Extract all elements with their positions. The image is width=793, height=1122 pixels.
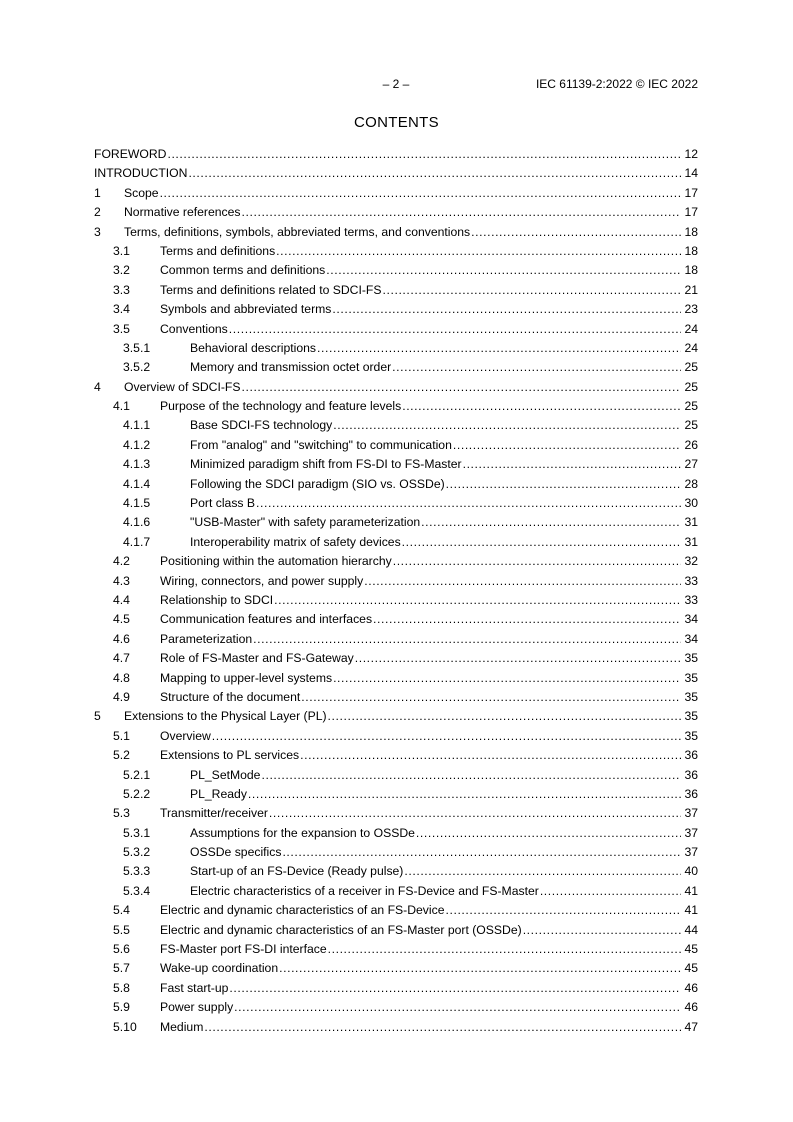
toc-entry-page: 18 <box>684 224 698 239</box>
toc-entry[interactable] <box>94 901 698 920</box>
toc-entry-title: Mapping to upper-level systems <box>160 670 333 685</box>
toc-entry[interactable] <box>94 455 698 474</box>
dot-leader <box>188 164 681 183</box>
toc-entry-page: 41 <box>684 903 698 918</box>
toc-entry-title: Terms and definitions <box>160 243 276 258</box>
toc-entry[interactable] <box>94 339 698 358</box>
toc-entry-title: Assumptions for the expansion to OSSDe <box>190 825 415 840</box>
toc-entry[interactable] <box>94 572 698 591</box>
toc-entry-number: 5.7 <box>113 961 130 976</box>
dot-leader <box>445 901 681 920</box>
toc-entry-number: 5.8 <box>113 980 130 995</box>
toc-entry[interactable] <box>94 513 698 532</box>
toc-entry-title: PL_Ready <box>190 786 247 801</box>
toc-entry[interactable] <box>94 610 698 629</box>
toc-entry-page: 34 <box>684 612 698 627</box>
dot-leader <box>404 862 681 881</box>
toc-entry-number: 5.3.1 <box>123 825 151 840</box>
toc-entry-number: 4.1.3 <box>123 457 151 472</box>
toc-entry[interactable] <box>94 998 698 1017</box>
toc-entry-title: Purpose of the technology and feature levels <box>160 399 402 414</box>
toc-entry[interactable] <box>94 436 698 455</box>
toc-entry[interactable] <box>94 804 698 823</box>
toc-entry-number: 5.10 <box>113 1019 137 1034</box>
toc-entry-page: 33 <box>684 573 698 588</box>
toc-entry-title: FS-Master port FS-DI interface <box>160 942 327 957</box>
page-number: – 2 – <box>382 77 410 91</box>
toc-entry[interactable] <box>94 669 698 688</box>
toc-entry-page: 28 <box>684 476 698 491</box>
toc-entry-number: 5.3.4 <box>123 883 151 898</box>
toc-entry-page: 36 <box>684 767 698 782</box>
toc-entry[interactable] <box>94 533 698 552</box>
toc-entry-title: From "analog" and "switching" to communication <box>190 437 452 452</box>
toc-entry-title: Communication features and interfaces <box>160 612 373 627</box>
dot-leader <box>326 261 681 280</box>
toc-entry[interactable] <box>94 688 698 707</box>
toc-entry[interactable] <box>94 358 698 377</box>
toc-entry-page: 46 <box>684 980 698 995</box>
dot-leader <box>269 804 681 823</box>
dot-leader <box>393 552 681 571</box>
toc-entry[interactable] <box>94 824 698 843</box>
dot-leader <box>301 688 681 707</box>
toc-entry[interactable] <box>94 203 698 222</box>
toc-entry-number: 5.3 <box>113 806 130 821</box>
toc-entry-page: 24 <box>684 321 698 336</box>
toc-entry-page: 25 <box>684 379 698 394</box>
dot-leader <box>328 707 681 726</box>
dot-leader <box>160 184 681 203</box>
dot-leader <box>253 630 681 649</box>
toc-entry[interactable] <box>94 475 698 494</box>
toc-entry-number: 4.3 <box>113 573 130 588</box>
toc-entry-page: 17 <box>684 185 698 200</box>
toc-entry-page: 46 <box>684 1000 698 1015</box>
toc-entry-title: Extensions to PL services <box>160 748 300 763</box>
toc-entry-number: 4.2 <box>113 554 130 569</box>
dot-leader <box>332 300 681 319</box>
toc-entry-title: Extensions to the Physical Layer (PL) <box>124 709 327 724</box>
toc-entry-page: 40 <box>684 864 698 879</box>
toc-entry-page: 17 <box>684 205 698 220</box>
toc-entry-number: 5.2.1 <box>123 767 151 782</box>
toc-entry-number: 3.1 <box>113 243 130 258</box>
toc-entry-title: Terms and definitions related to SDCI-FS <box>160 282 382 297</box>
dot-leader <box>328 940 681 959</box>
dot-leader <box>241 378 681 397</box>
toc-entry-page: 37 <box>684 806 698 821</box>
toc-entry-title: Parameterization <box>160 631 253 646</box>
toc-entry[interactable] <box>94 184 698 203</box>
toc-entry[interactable] <box>94 416 698 435</box>
page-header <box>94 77 698 93</box>
toc-entry-title: PL_SetMode <box>190 767 261 782</box>
toc-entry-title: Medium <box>160 1019 204 1034</box>
toc-entry[interactable] <box>94 281 698 300</box>
toc-entry-page: 26 <box>684 437 698 452</box>
toc-entry-page: 32 <box>684 554 698 569</box>
dot-leader <box>373 610 681 629</box>
toc-entry-number: 4.1 <box>113 399 130 414</box>
dot-leader <box>276 242 681 261</box>
dot-leader <box>317 339 681 358</box>
toc-entry-page: 47 <box>684 1019 698 1034</box>
toc-entry-number: 3.5.1 <box>123 340 151 355</box>
toc-entry-page: 14 <box>684 166 698 181</box>
contents-title: CONTENTS <box>354 114 439 131</box>
toc-entry-number: 5.6 <box>113 942 130 957</box>
toc-entry[interactable] <box>94 630 698 649</box>
toc-entry-page: 45 <box>684 961 698 976</box>
dot-leader <box>383 281 682 300</box>
toc-entry-page: 31 <box>684 534 698 549</box>
toc-entry-title: Relationship to SDCI <box>160 592 274 607</box>
toc-entry-page: 31 <box>684 515 698 530</box>
toc-entry-number: 2 <box>94 205 101 220</box>
dot-leader <box>234 998 681 1017</box>
toc-entry-number: 4.4 <box>113 592 130 607</box>
toc-entry[interactable] <box>94 649 698 668</box>
dot-leader <box>300 746 681 765</box>
dot-leader <box>229 979 681 998</box>
toc-entry-title: Scope <box>124 185 159 200</box>
toc-entry-title: Electric characteristics of a receiver in FS-Device and FS-Master <box>190 883 539 898</box>
toc-entry-page: 34 <box>684 631 698 646</box>
toc-entry-title: Electric and dynamic characteristics of an FS-Master port (OSSDe) <box>160 922 522 937</box>
toc-entry-title: FOREWORD <box>94 147 167 161</box>
dot-leader <box>392 358 681 377</box>
dot-leader <box>355 649 681 668</box>
standard-reference: IEC 61139-2:2022 © IEC 2022 <box>535 77 698 91</box>
toc-entry-page: 45 <box>684 942 698 957</box>
toc-entry-page: 35 <box>684 689 698 704</box>
toc-entry-page: 18 <box>684 243 698 258</box>
toc-entry-page: 35 <box>684 651 698 666</box>
toc-entry[interactable] <box>94 261 698 280</box>
toc-entry-number: 5.3.3 <box>123 864 151 879</box>
toc-entry-number: 3.4 <box>113 302 130 317</box>
dot-leader <box>446 475 681 494</box>
toc-entry-page: 27 <box>684 457 698 472</box>
toc-entry[interactable] <box>94 959 698 978</box>
dot-leader <box>364 572 681 591</box>
dot-leader <box>402 533 681 552</box>
dot-leader <box>274 591 681 610</box>
toc-entry-title: Structure of the document <box>160 689 301 704</box>
toc-entry-title: Wiring, connectors, and power supply <box>160 573 364 588</box>
dot-leader <box>333 416 681 435</box>
toc-entry-page: 33 <box>684 592 698 607</box>
toc-entry-title: Port class B <box>190 496 256 511</box>
toc-entry-page: 37 <box>684 845 698 860</box>
toc-entry-number: 5.2.2 <box>123 786 151 801</box>
dot-leader <box>471 223 681 242</box>
toc-entry-page: 36 <box>684 786 698 801</box>
toc-entry-number: 4.9 <box>113 689 130 704</box>
toc-entry[interactable] <box>94 591 698 610</box>
toc-entry-title: Conventions <box>160 321 228 336</box>
toc-entry-title: Interoperability matrix of safety devices <box>190 534 401 549</box>
toc-entry[interactable] <box>94 320 698 339</box>
toc-entry-number: 5 <box>94 709 101 724</box>
toc-entry-number: 5.9 <box>113 1000 130 1015</box>
toc-entry-title: Fast start-up <box>160 980 229 995</box>
toc-entry[interactable] <box>94 145 698 164</box>
dot-leader <box>402 397 681 416</box>
toc-entry-number: 3.5.2 <box>123 360 151 375</box>
toc-entry-title: Power supply <box>160 1000 234 1015</box>
toc-entry-title: Memory and transmission octet order <box>190 360 392 375</box>
toc-entry-number: 5.3.2 <box>123 845 151 860</box>
toc-entry-page: 36 <box>684 748 698 763</box>
toc-entry-page: 37 <box>684 825 698 840</box>
toc-entry-number: 5.4 <box>113 903 130 918</box>
toc-entry-title: Overview of SDCI-FS <box>124 379 241 394</box>
toc-entry-title: "USB-Master" with safety parameterization <box>190 515 421 530</box>
toc-entry-title: Symbols and abbreviated terms <box>160 302 332 317</box>
toc-entry-number: 3.2 <box>113 263 130 278</box>
dot-leader <box>453 436 681 455</box>
toc-entry-number: 4.1.1 <box>123 418 151 433</box>
toc-entry[interactable] <box>94 397 698 416</box>
toc-entry-page: 30 <box>684 496 698 511</box>
toc-entry-title: INTRODUCTION <box>94 166 188 181</box>
dot-leader <box>540 882 681 901</box>
toc-entry-title: Electric and dynamic characteristics of an FS-Device <box>160 903 445 918</box>
toc-entry[interactable] <box>94 494 698 513</box>
toc-entry-page: 25 <box>684 418 698 433</box>
dot-leader <box>463 455 681 474</box>
dot-leader <box>333 669 681 688</box>
toc-entry[interactable] <box>94 882 698 901</box>
toc-entry[interactable] <box>94 378 698 397</box>
dot-leader <box>261 766 681 785</box>
toc-entry-number: 3.3 <box>113 282 130 297</box>
toc-entry[interactable] <box>94 1018 698 1037</box>
toc-entry-title: Normative references <box>124 205 241 220</box>
toc-entry-page: 35 <box>684 728 698 743</box>
dot-leader <box>256 494 681 513</box>
dot-leader <box>212 727 681 746</box>
toc-entry[interactable] <box>94 727 698 746</box>
toc-entry-title: Common terms and definitions <box>160 263 326 278</box>
toc-entry-number: 3.5 <box>113 321 130 336</box>
toc-entry[interactable] <box>94 164 698 183</box>
toc-entry-page: 12 <box>684 147 698 161</box>
toc-entry[interactable] <box>94 843 698 862</box>
toc-entry[interactable] <box>94 785 698 804</box>
toc-entry-number: 5.1 <box>113 728 130 743</box>
toc-entry-title: Wake-up coordination <box>160 961 279 976</box>
dot-leader <box>229 320 681 339</box>
toc-entry-number: 4.7 <box>113 651 130 666</box>
toc-entry[interactable] <box>94 940 698 959</box>
toc-entry-page: 18 <box>684 263 698 278</box>
toc-entry-page: 25 <box>684 399 698 414</box>
toc-entry[interactable] <box>94 300 698 319</box>
toc-entry[interactable] <box>94 979 698 998</box>
dot-leader <box>279 959 681 978</box>
toc-entry-title: Start-up of an FS-Device (Ready pulse) <box>190 864 404 879</box>
toc-entry-title: Following the SDCI paradigm (SIO vs. OSSDe) <box>190 476 445 491</box>
toc-entry[interactable] <box>94 223 698 242</box>
toc-entry-title: Role of FS-Master and FS-Gateway <box>160 651 354 666</box>
table-of-contents <box>94 145 698 1037</box>
toc-entry-number: 4 <box>94 379 101 394</box>
toc-entry-number: 4.1.5 <box>123 496 151 511</box>
toc-entry-page: 35 <box>684 709 698 724</box>
toc-entry-number: 4.1.6 <box>123 515 151 530</box>
toc-entry[interactable] <box>94 707 698 726</box>
toc-entry-number: 4.6 <box>113 631 130 646</box>
toc-entry-title: Overview <box>160 728 211 743</box>
dot-leader <box>416 824 681 843</box>
toc-entry-title: Minimized paradigm shift from FS-DI to FS-Master <box>190 457 462 472</box>
toc-entry[interactable] <box>94 766 698 785</box>
toc-entry-page: 44 <box>684 922 698 937</box>
dot-leader <box>523 921 681 940</box>
toc-entry-page: 23 <box>684 302 698 317</box>
toc-entry-number: 4.8 <box>113 670 130 685</box>
toc-entry[interactable] <box>94 242 698 261</box>
dot-leader <box>204 1018 681 1037</box>
toc-entry-page: 25 <box>684 360 698 375</box>
toc-entry-number: 5.5 <box>113 922 130 937</box>
toc-entry-title: Behavioral descriptions <box>190 340 317 355</box>
dot-leader <box>167 145 681 164</box>
toc-entry[interactable] <box>94 746 698 765</box>
toc-entry[interactable] <box>94 921 698 940</box>
toc-entry-page: 35 <box>684 670 698 685</box>
toc-entry-page: 41 <box>684 883 698 898</box>
toc-entry-title: Terms, definitions, symbols, abbreviated terms, and conventions <box>124 224 471 239</box>
toc-entry-title: Base SDCI-FS technology <box>190 418 333 433</box>
dot-leader <box>421 513 681 532</box>
toc-entry-title: OSSDe specifics <box>190 845 282 860</box>
toc-entry[interactable] <box>94 552 698 571</box>
toc-entry-title: Transmitter/receiver <box>160 806 268 821</box>
toc-entry-number: 4.5 <box>113 612 130 627</box>
toc-entry-number: 3 <box>94 224 101 239</box>
toc-entry-number: 4.1.2 <box>123 437 151 452</box>
dot-leader <box>282 843 681 862</box>
toc-entry[interactable] <box>94 862 698 881</box>
toc-entry-number: 5.2 <box>113 748 130 763</box>
toc-entry-page: 24 <box>684 340 698 355</box>
toc-entry-number: 1 <box>94 185 101 200</box>
dot-leader <box>242 203 681 222</box>
toc-entry-page: 21 <box>684 282 698 297</box>
toc-entry-title: Positioning within the automation hierarchy <box>160 554 392 569</box>
dot-leader <box>248 785 681 804</box>
toc-entry-number: 4.1.7 <box>123 534 151 549</box>
toc-entry-number: 4.1.4 <box>123 476 151 491</box>
